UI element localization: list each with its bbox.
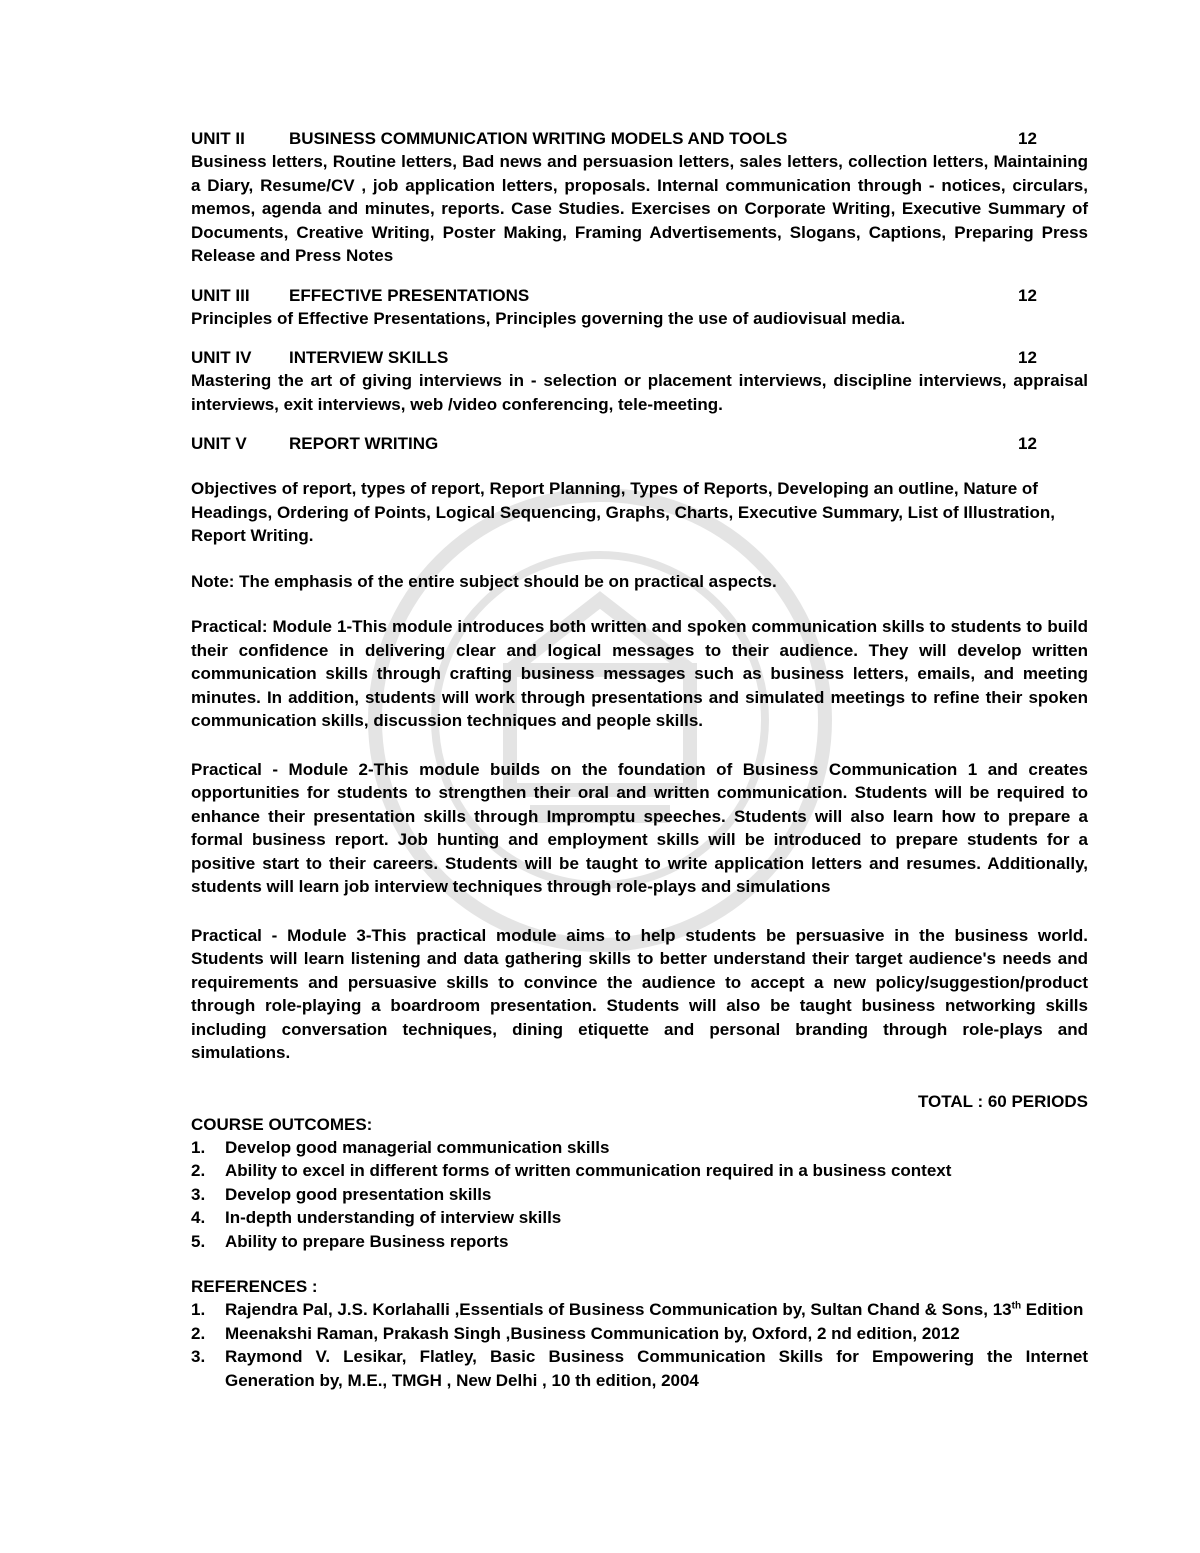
list-item: 2. Ability to excel in different forms of written communication required in a business context	[191, 1159, 1088, 1183]
unit-title: REPORT WRITING	[289, 434, 439, 453]
outcome-text: In-depth understanding of interview skills	[225, 1208, 562, 1227]
note-label: Note:	[191, 571, 235, 591]
unit-label: UNIT II	[191, 129, 245, 148]
list-item: 2. Meenakshi Raman, Prakash Singh ,Business Communication by, Oxford, 2 nd edition, 2012	[191, 1322, 1088, 1346]
unit-body: Business letters, Routine letters, Bad news and persuasion letters, sales letters, collection letters, Maintaining a Diary, Resume/CV , job application letters, proposals. Internal communication through - notices, circulars, memos, agenda and minutes, reports. Case Studies. Exercises on Corporate Writing, Executive Summary of Documents, Creative Writing, Poster Making, Framing Advertisements, Slogans, Captions, Preparing Press Release and Press Notes	[191, 152, 1088, 265]
list-item: 4. In-depth understanding of interview skills	[191, 1206, 1088, 1230]
unit-label: UNIT V	[191, 434, 247, 453]
practical-label: Practical - Module 2	[191, 759, 368, 779]
outcome-text: Develop good managerial communication skills	[225, 1137, 610, 1157]
unit-hours: 12	[1018, 285, 1037, 305]
unit-label: UNIT III	[191, 285, 250, 305]
list-item: 3. Raymond V. Lesikar, Flatley, Basic Business Communication Skills for Empowering the Internet Generation by, M.E., TMGH , New Delhi , 10 th edition, 2004	[191, 1345, 1088, 1392]
practical-paragraph	[191, 758, 1088, 899]
list-item: 3. Develop good presentation skills	[191, 1183, 1088, 1207]
practical-paragraph	[191, 924, 1088, 1065]
course-outcomes-title: COURSE OUTCOMES:	[191, 1114, 373, 1134]
unit-hours: 12	[1018, 434, 1037, 453]
reference-text: Meenakshi Raman, Prakash Singh ,Business Communication by, Oxford, 2 nd edition, 2012	[225, 1323, 960, 1343]
list-item: 1. Rajendra Pal, J.S. Korlahalli ,Essentials of Business Communication by, Sultan Chand & Sons, 13th Edition	[191, 1298, 1088, 1322]
outcome-text: Develop good presentation skills	[225, 1184, 492, 1204]
practical-label: Practical: Module 1	[191, 617, 347, 636]
unit-hours: 12	[1018, 129, 1037, 148]
list-item: 1. Develop good managerial communication skills	[191, 1136, 1088, 1160]
unit-body: Mastering the art of giving interviews in - selection or placement interviews, discipline interviews, appraisal interviews, exit interviews, web /video conferencing, tele-meeting.	[191, 371, 1088, 414]
practical-label: Practical - Module 3	[191, 925, 366, 945]
references-list	[191, 1298, 1088, 1392]
note-paragraph	[191, 570, 1088, 594]
practical-text: -This module builds on the foundation of Business Communication 1 and creates opportunities for students to strengthen their oral and written communication. Students will be required to enhance their presentation skills through Impromptu speeches. Students will also learn how to prepare a formal business report. Job hunting and employment skills will be introduced to prepare students for a positive start to their careers. Students will be taught to write application letters and resumes. Additionally, students will learn job interview techniques through role-plays and simulations	[191, 759, 1088, 896]
total-periods: TOTAL : 60 PERIODS	[917, 1091, 1088, 1111]
practical-paragraph	[191, 615, 1088, 733]
outcome-text: Ability to prepare Business reports	[225, 1231, 509, 1251]
practical-text: -This practical module aims to help students be persuasive in the business world. Students will learn listening and data gathering skills to better understand their target audience's needs and requirements and persuasive skills to convince the audience to accept a new policy/suggestion/product through role-playing a boardroom presentation. Students will also be taught business networking skills including conversation techniques, dining etiquette and personal branding through role-plays and simulations.	[191, 925, 1088, 1062]
unit-hours: 12	[1018, 348, 1037, 367]
unit-heading	[191, 432, 1088, 455]
reference-text: Rajendra Pal, J.S. Korlahalli ,Essentials of Business Communication by, Sultan Chand & Sons, 13th Edition	[225, 1300, 1084, 1319]
unit-title: BUSINESS COMMUNICATION WRITING MODELS AND TOOLS	[289, 129, 788, 148]
unit-heading	[191, 127, 1088, 150]
unit-heading	[191, 346, 1088, 369]
unit-body: Objectives of report, types of report, Report Planning, Types of Reports, Developing an outline, Nature of Headings, Ordering of Points, Logical Sequencing, Graphs, Charts, Executive Summary, List of Illustration, Report Writing.	[191, 479, 1056, 545]
practical-text: -This module introduces both written and spoken communication skills to students to build their confidence in delivering clear and logical messages to their audience. They will develop written communication skills through crafting business messages such as business letters, emails, and meeting minutes. In addition, students will work through presentations and simulated meetings to refine their spoken communication skills, discussion techniques and people skills.	[191, 617, 1088, 730]
outcome-text: Ability to excel in different forms of written communication required in a business context	[225, 1161, 952, 1180]
note-text: The emphasis of the entire subject should be on practical aspects.	[234, 571, 777, 591]
syllabus-page	[191, 127, 1088, 1392]
unit-title: EFFECTIVE PRESENTATIONS	[289, 285, 530, 305]
list-item: 5. Ability to prepare Business reports	[191, 1230, 1088, 1254]
unit-heading	[191, 284, 1088, 307]
unit-label: UNIT IV	[191, 348, 252, 367]
unit-title: INTERVIEW SKILLS	[289, 348, 449, 367]
course-outcomes-list	[191, 1136, 1088, 1254]
unit-body: Principles of Effective Presentations, Principles governing the use of audiovisual media.	[191, 308, 906, 328]
reference-text: Raymond V. Lesikar, Flatley, Basic Business Communication Skills for Empowering the Internet Generation by, M.E., TMGH , New Delhi , 10 th edition, 2004	[225, 1347, 1088, 1390]
references-title: REFERENCES :	[191, 1277, 318, 1296]
